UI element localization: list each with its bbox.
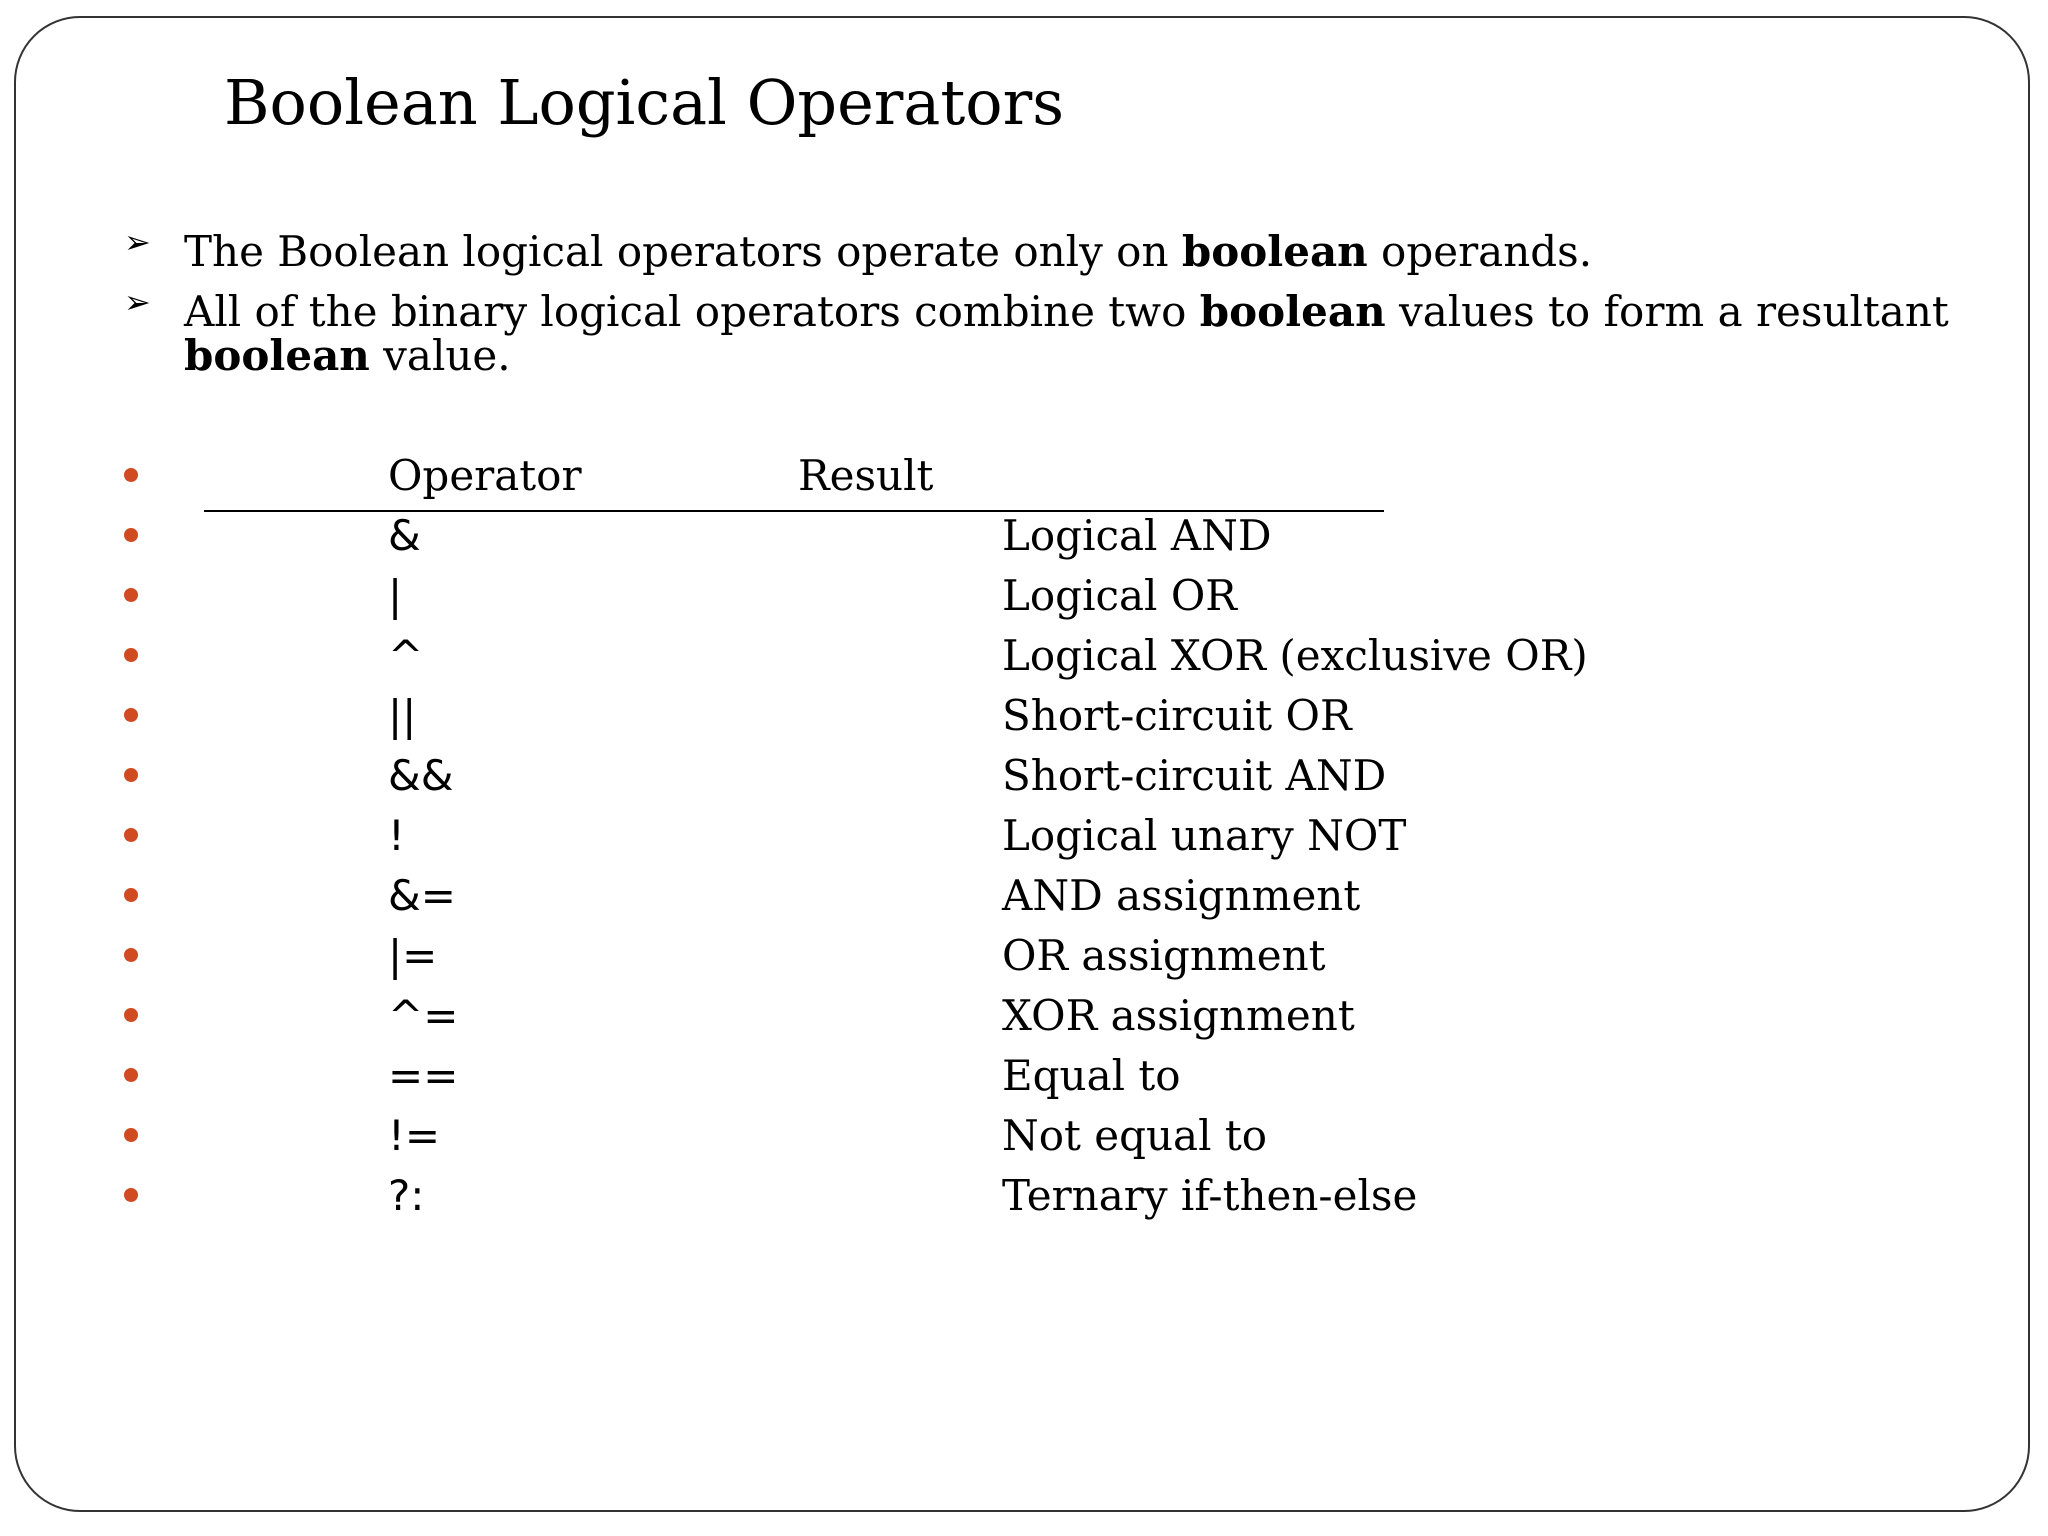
bullet-text: The Boolean logical operators operate only on boolean operands. — [184, 227, 1593, 276]
slide-title: Boolean Logical Operators — [224, 66, 1065, 139]
bullet-dot — [124, 1188, 138, 1202]
header-result: Result — [798, 451, 934, 500]
result-cell: Logical AND — [1002, 511, 1272, 560]
result-cell: OR assignment — [1002, 931, 1326, 980]
result-cell: Logical unary NOT — [1002, 811, 1407, 860]
result-cell: Logical OR — [1002, 571, 1237, 620]
result-cell: Logical XOR (exclusive OR) — [1002, 631, 1588, 680]
table-row — [0, 566, 2048, 626]
bullet-text: All of the binary logical operators combine two boolean values to form a resultant boolean value. — [184, 287, 1949, 380]
table-row — [0, 746, 2048, 806]
table-row — [0, 806, 2048, 866]
bullet-dot — [124, 768, 138, 782]
result-cell: Short-circuit AND — [1002, 751, 1387, 800]
bullet-dot — [124, 828, 138, 842]
result-cell: AND assignment — [1002, 871, 1361, 920]
result-cell: Not equal to — [1002, 1111, 1268, 1160]
bullet-dot — [124, 528, 138, 542]
operator-cell: ^= — [388, 991, 459, 1040]
bullet-dot — [124, 888, 138, 902]
table-row — [0, 686, 2048, 746]
bullet-dot — [124, 708, 138, 722]
arrow-bullet-icon: ➢ — [124, 283, 151, 321]
result-cell: Equal to — [1002, 1051, 1181, 1100]
operator-cell: != — [388, 1111, 441, 1160]
operator-cell: || — [388, 691, 417, 740]
operator-cell: | — [388, 571, 403, 620]
table-row — [0, 866, 2048, 926]
table-row — [0, 1106, 2048, 1166]
table-row — [0, 506, 2048, 566]
operator-cell: &= — [388, 871, 456, 920]
table-row — [0, 926, 2048, 986]
bullet-dot — [124, 468, 138, 482]
bullet-dot — [124, 948, 138, 962]
bullet-dot — [124, 1068, 138, 1082]
table-row — [0, 626, 2048, 686]
table-row — [0, 1166, 2048, 1226]
operator-cell: && — [388, 751, 454, 800]
operator-cell: ?: — [388, 1171, 425, 1220]
operator-cell: ^ — [388, 631, 424, 680]
table-row — [0, 986, 2048, 1046]
header-operator: Operator — [388, 451, 582, 500]
operator-cell: ! — [388, 811, 405, 860]
result-cell: Short-circuit OR — [1002, 691, 1352, 740]
result-cell: Ternary if-then-else — [1002, 1171, 1418, 1220]
table-row — [0, 1046, 2048, 1106]
bullet-dot — [124, 1128, 138, 1142]
bullet-dot — [124, 648, 138, 662]
arrow-bullet-icon: ➢ — [124, 223, 151, 261]
operator-cell: |= — [388, 931, 438, 980]
bullet-dot — [124, 588, 138, 602]
bullet-dot — [124, 1008, 138, 1022]
table-header-row — [0, 446, 2048, 506]
operator-cell: & — [388, 511, 421, 560]
operator-cell: == — [388, 1051, 459, 1100]
result-cell: XOR assignment — [1002, 991, 1355, 1040]
